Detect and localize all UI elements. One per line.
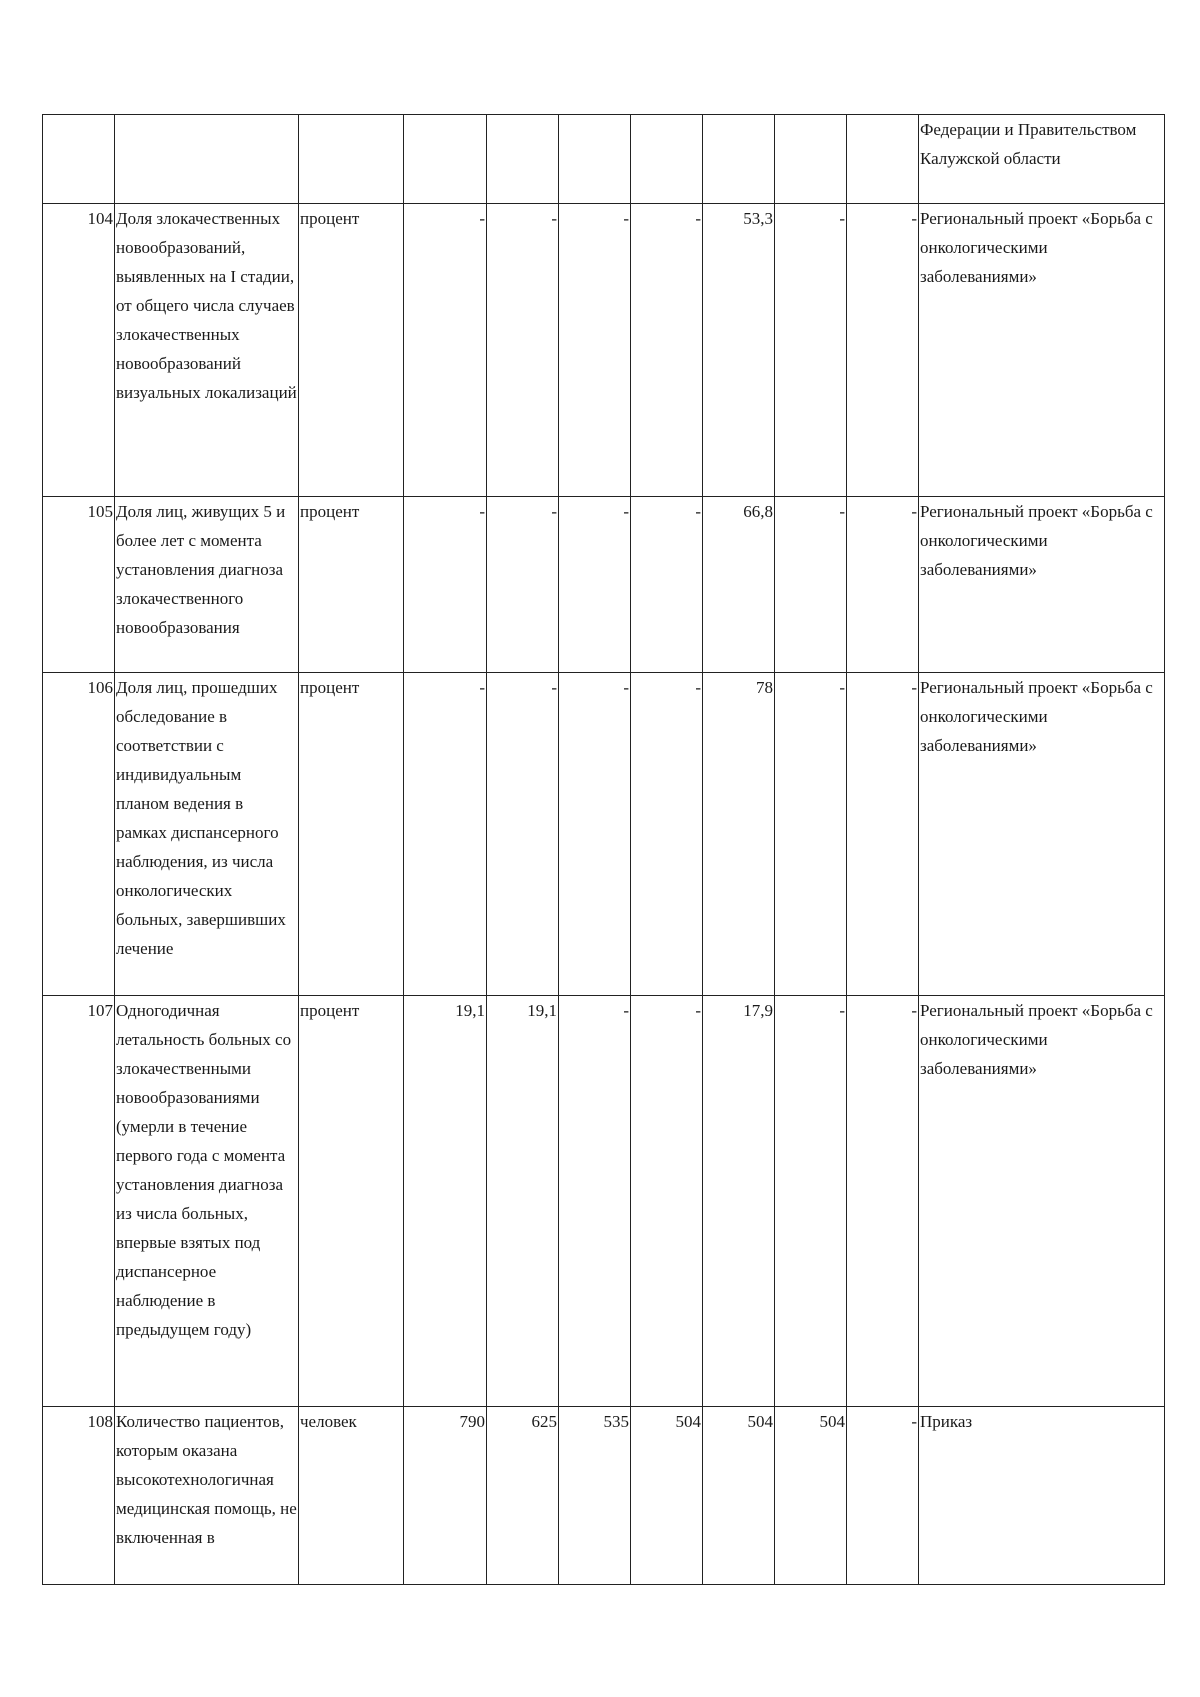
value-cell: - [559,204,631,497]
basis-cell: Федерации и Правительством Калужской области [919,115,1165,204]
value-cell: 53,3 [703,204,775,497]
value-cell: - [775,673,847,996]
basis-cell: Региональный проект «Борьба с онкологическими заболеваниями» [919,673,1165,996]
row-number-cell: 104 [43,204,115,497]
value-cell: 504 [775,1407,847,1585]
value-cell: 535 [559,1407,631,1585]
value-cell: - [847,996,919,1407]
value-cell: 625 [487,1407,559,1585]
value-cell: - [847,497,919,673]
unit-cell [299,115,404,204]
value-cell: - [847,204,919,497]
value-cell: - [631,673,703,996]
value-cell: - [775,996,847,1407]
basis-cell: Региональный проект «Борьба с онкологическими заболеваниями» [919,497,1165,673]
row-number-cell: 108 [43,1407,115,1585]
unit-cell: процент [299,497,404,673]
value-cell: 17,9 [703,996,775,1407]
value-cell: - [559,673,631,996]
indicator-name-cell: Доля злокачественных новообразований, выявленных на I стадии, от общего числа случаев злокачественных новообразований визуальных локализаций [115,204,299,497]
value-cell: - [847,673,919,996]
indicator-name-cell: Доля лиц, живущих 5 и более лет с момента установления диагноза злокачественного новообразования [115,497,299,673]
value-cell: - [487,497,559,673]
value-cell: - [404,497,487,673]
value-cell: 78 [703,673,775,996]
table-row [43,1407,1165,1585]
value-cell [775,115,847,204]
value-cell: - [631,204,703,497]
table-row [43,673,1165,996]
table-row [43,996,1165,1407]
row-number-cell: 105 [43,497,115,673]
value-cell: 504 [703,1407,775,1585]
value-cell [703,115,775,204]
value-cell: - [775,204,847,497]
value-cell: 66,8 [703,497,775,673]
value-cell: - [487,673,559,996]
unit-cell: процент [299,996,404,1407]
value-cell: 790 [404,1407,487,1585]
row-number-cell: 106 [43,673,115,996]
table-row [43,497,1165,673]
indicator-name-cell [115,115,299,204]
basis-cell: Региональный проект «Борьба с онкологическими заболеваниями» [919,204,1165,497]
value-cell: - [847,1407,919,1585]
value-cell: - [487,204,559,497]
value-cell [487,115,559,204]
value-cell [404,115,487,204]
value-cell: - [559,497,631,673]
value-cell [631,115,703,204]
value-cell [847,115,919,204]
value-cell: - [404,673,487,996]
row-number-cell [43,115,115,204]
indicator-name-cell: Доля лиц, прошедших обследование в соответствии с индивидуальным планом ведения в рамках диспансерного наблюдения, из числа онкологических больных, завершивших лечение [115,673,299,996]
value-cell: - [559,996,631,1407]
indicator-name-cell: Количество пациентов, которым оказана высокотехнологичная медицинская помощь, не включенная в [115,1407,299,1585]
value-cell: 504 [631,1407,703,1585]
value-cell [559,115,631,204]
value-cell: - [404,204,487,497]
indicators-table [42,114,1165,1585]
unit-cell: человек [299,1407,404,1585]
indicator-name-cell: Одногодичная летальность больных со злокачественными новообразованиями (умерли в течение первого года с момента установления диагноза из числа больных, впервые взятых под диспансерное наблюдение в предыдущем году) [115,996,299,1407]
unit-cell: процент [299,204,404,497]
value-cell: - [631,497,703,673]
table-body [43,115,1165,1585]
value-cell: 19,1 [404,996,487,1407]
basis-cell: Региональный проект «Борьба с онкологическими заболеваниями» [919,996,1165,1407]
unit-cell: процент [299,673,404,996]
table-row [43,115,1165,204]
value-cell: - [631,996,703,1407]
table-row [43,204,1165,497]
value-cell: - [775,497,847,673]
row-number-cell: 107 [43,996,115,1407]
basis-cell: Приказ [919,1407,1165,1585]
value-cell: 19,1 [487,996,559,1407]
